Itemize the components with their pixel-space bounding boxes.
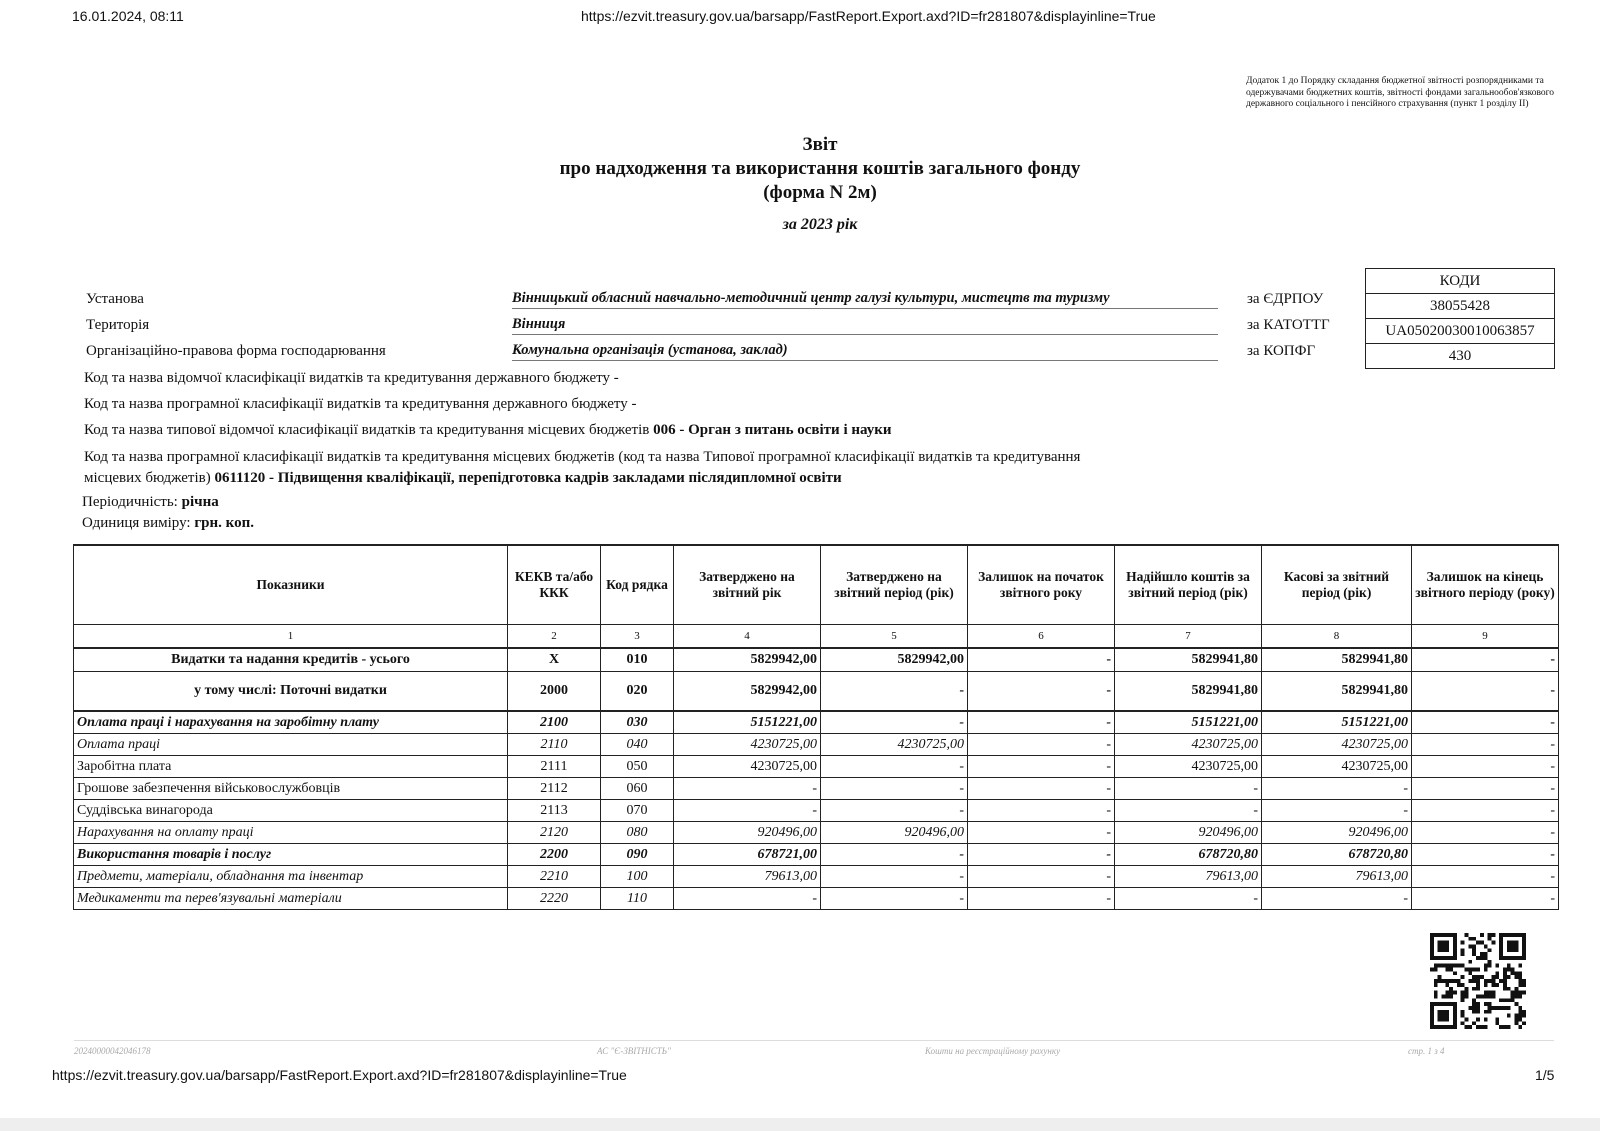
table-cell: -	[1115, 800, 1262, 822]
column-number: 6	[968, 625, 1115, 649]
table-row	[74, 756, 1559, 778]
katottg-label: за КАТОТТГ	[1247, 317, 1330, 333]
qr-code-icon	[1430, 933, 1526, 1029]
report-subtitle: про надходження та використання коштів загального фонду	[559, 158, 1081, 179]
row-label: Видатки та надання кредитів - усього	[74, 648, 508, 672]
table-cell: -	[1412, 866, 1559, 888]
row-label: Медикаменти та перев'язувальні матеріали	[74, 888, 508, 910]
table-cell: 2111	[508, 756, 601, 778]
table-cell: -	[968, 800, 1115, 822]
unit-of-measure	[82, 515, 254, 532]
katottg-code: UA05020030010063857	[1366, 319, 1555, 344]
table-cell: -	[968, 888, 1115, 910]
table-cell: 5151221,00	[1262, 711, 1412, 734]
report-period: за 2023 рік	[782, 216, 858, 233]
column-number: 4	[674, 625, 821, 649]
table-cell: 2120	[508, 822, 601, 844]
table-cell: -	[821, 672, 968, 712]
column-number: 1	[74, 625, 508, 649]
table-cell: 4230725,00	[1262, 734, 1412, 756]
table-cell: 4230725,00	[821, 734, 968, 756]
table-row	[74, 888, 1559, 910]
table-cell: 010	[601, 648, 674, 672]
column-number: 3	[601, 625, 674, 649]
table-cell: -	[968, 778, 1115, 800]
table-cell: -	[968, 822, 1115, 844]
table-cell: 678720,80	[1262, 844, 1412, 866]
table-cell: 79613,00	[1115, 866, 1262, 888]
codes-header: КОДИ	[1366, 269, 1555, 294]
appendix-note: Додаток 1 до Порядку складання бюджетної звітності розпорядниками та одержувачами бюджетних коштів, звітності фондами загальнообов'язкового державного соціального і пенсійного страхування (пункт 1 розділу II)	[1246, 76, 1555, 109]
table-cell: 030	[601, 711, 674, 734]
page-bottom-edge	[0, 1118, 1600, 1131]
table-cell: 020	[601, 672, 674, 712]
print-url-header[interactable]: https://ezvit.treasury.gov.ua/barsapp/FastReport.Export.axd?ID=fr281807&displayinline=True	[581, 8, 1156, 24]
table-cell: 2100	[508, 711, 601, 734]
row-label: Оплата праці і нарахування на заробітну плату	[74, 711, 508, 734]
table-row	[74, 672, 1559, 712]
footer-account-note: Кошти на реєстраційному рахунку	[925, 1046, 1061, 1056]
column-header: Касові за звітний період (рік)	[1262, 545, 1412, 625]
periodicity-label: Періодичність:	[82, 494, 178, 510]
table-cell: 678721,00	[674, 844, 821, 866]
table-row	[74, 822, 1559, 844]
table-cell: 4230725,00	[1262, 756, 1412, 778]
local-program-classification-value: 0611120 - Підвищення кваліфікації, перепідготовка кадрів закладами післядипломної освіти	[214, 470, 842, 486]
table-cell: -	[821, 866, 968, 888]
column-number: 8	[1262, 625, 1412, 649]
table-cell: 79613,00	[1262, 866, 1412, 888]
table-cell: -	[821, 844, 968, 866]
report-table	[73, 544, 1559, 910]
table-cell: 920496,00	[1262, 822, 1412, 844]
org-form-label: Організаційно-правова форма господарювання	[86, 343, 386, 359]
table-cell: 5829942,00	[674, 672, 821, 712]
table-cell: 4230725,00	[674, 734, 821, 756]
table-cell: -	[1412, 756, 1559, 778]
table-cell: 4230725,00	[674, 756, 821, 778]
table-cell: 2000	[508, 672, 601, 712]
table-cell: 040	[601, 734, 674, 756]
print-url-footer[interactable]: https://ezvit.treasury.gov.ua/barsapp/FastReport.Export.axd?ID=fr281807&displayinline=True	[52, 1067, 627, 1083]
table-cell: -	[821, 888, 968, 910]
table-cell: -	[968, 648, 1115, 672]
local-dept-classification-value: 006 - Орган з питань освіти і науки	[653, 422, 892, 438]
table-row	[74, 648, 1559, 672]
row-label: у тому числі: Поточні видатки	[74, 672, 508, 712]
table-cell: -	[1412, 734, 1559, 756]
row-label: Оплата праці	[74, 734, 508, 756]
kopfg-label: за КОПФГ	[1247, 343, 1316, 359]
row-label: Суддівська винагорода	[74, 800, 508, 822]
table-cell: 5151221,00	[674, 711, 821, 734]
report-title: Звіт	[802, 134, 838, 155]
table-cell: 920496,00	[821, 822, 968, 844]
table-cell: 4230725,00	[1115, 756, 1262, 778]
table-row	[74, 866, 1559, 888]
table-cell: 920496,00	[1115, 822, 1262, 844]
table-cell: -	[1412, 888, 1559, 910]
table-cell: -	[1412, 778, 1559, 800]
table-cell: 79613,00	[674, 866, 821, 888]
table-cell: -	[968, 756, 1115, 778]
table-cell: -	[674, 888, 821, 910]
column-number: 2	[508, 625, 601, 649]
table-cell: -	[1115, 888, 1262, 910]
local-dept-classification-prefix: Код та назва типової відомчої класифікації видатків та кредитування місцевих бюджетів	[84, 422, 650, 438]
table-cell: -	[968, 866, 1115, 888]
table-cell: 2110	[508, 734, 601, 756]
table-cell: -	[1412, 648, 1559, 672]
table-cell: -	[821, 778, 968, 800]
table-cell: -	[1262, 888, 1412, 910]
table-cell: 100	[601, 866, 674, 888]
footer-doc-id: 20240000042046178	[74, 1046, 151, 1056]
table-cell: -	[821, 800, 968, 822]
row-label: Нарахування на оплату праці	[74, 822, 508, 844]
state-dept-classification: Код та назва відомчої класифікації видатків та кредитування державного бюджету -	[84, 370, 619, 386]
table-cell: -	[968, 711, 1115, 734]
territory-label: Територія	[86, 317, 150, 333]
table-cell: X	[508, 648, 601, 672]
column-header: Залишок на початок звітного року	[968, 545, 1115, 625]
report-form-number: (форма N 2м)	[763, 182, 877, 203]
row-label: Заробітна плата	[74, 756, 508, 778]
table-cell: 5151221,00	[1115, 711, 1262, 734]
table-cell: -	[674, 800, 821, 822]
column-header: КЕКВ та/або ККК	[508, 545, 601, 625]
table-cell: 2112	[508, 778, 601, 800]
table-cell: 2200	[508, 844, 601, 866]
table-cell: 2220	[508, 888, 601, 910]
column-number: 7	[1115, 625, 1262, 649]
table-cell: 2113	[508, 800, 601, 822]
row-label: Використання товарів і послуг	[74, 844, 508, 866]
periodicity	[82, 494, 219, 511]
table-cell: 5829941,80	[1115, 648, 1262, 672]
table-cell: -	[968, 672, 1115, 712]
table-cell: -	[1115, 778, 1262, 800]
table-cell: -	[1262, 778, 1412, 800]
kopfg-code: 430	[1366, 344, 1555, 369]
table-cell: -	[968, 844, 1115, 866]
table-cell: -	[821, 756, 968, 778]
table-cell: -	[1412, 711, 1559, 734]
org-form-value: Комунальна організація (установа, заклад)	[512, 342, 1218, 361]
local-dept-classification	[84, 422, 892, 439]
table-cell: 5829941,80	[1262, 648, 1412, 672]
column-numbers-row	[74, 625, 1559, 649]
table-cell: 920496,00	[674, 822, 821, 844]
table-cell: 5829941,80	[1262, 672, 1412, 712]
row-label: Предмети, матеріали, обладнання та інвентар	[74, 866, 508, 888]
local-program-classification-prefix: Код та назва програмної класифікації видатків та кредитування місцевих бюджетів (код та назва Типової програмної класифікації видатків та кредитування	[84, 449, 1081, 465]
table-row	[74, 844, 1559, 866]
column-number: 5	[821, 625, 968, 649]
table-cell: -	[1412, 800, 1559, 822]
column-header: Показники	[74, 545, 508, 625]
table-cell: -	[821, 711, 968, 734]
unit-label: Одиниця виміру:	[82, 515, 191, 531]
table-cell: 090	[601, 844, 674, 866]
row-label: Грошове забезпечення військовослужбовців	[74, 778, 508, 800]
page-number: 1/5	[1535, 1067, 1555, 1083]
edrpou-code: 38055428	[1366, 294, 1555, 319]
table-cell: -	[674, 778, 821, 800]
table-cell: 5829942,00	[821, 648, 968, 672]
column-header: Затверджено на звітний період (рік)	[821, 545, 968, 625]
unit-value: грн. коп.	[194, 515, 254, 531]
periodicity-value: річна	[181, 494, 219, 510]
table-cell: 050	[601, 756, 674, 778]
table-cell: -	[1262, 800, 1412, 822]
table-row	[74, 734, 1559, 756]
table-cell: 5829942,00	[674, 648, 821, 672]
print-date: 16.01.2024, 08:11	[72, 8, 184, 24]
table-row	[74, 778, 1559, 800]
table-header-row	[74, 545, 1559, 625]
table-cell: 678720,80	[1115, 844, 1262, 866]
state-program-classification: Код та назва програмної класифікації видатків та кредитування державного бюджету -	[84, 396, 637, 412]
table-cell: 4230725,00	[1115, 734, 1262, 756]
institution-value: Вінницький обласний навчально-методичний центр галузі культури, мистецтв та туризму	[512, 290, 1218, 309]
column-header: Код рядка	[601, 545, 674, 625]
table-row	[74, 711, 1559, 734]
column-header: Залишок на кінець звітного періоду (року)	[1412, 545, 1559, 625]
local-program-classification	[84, 447, 1294, 489]
table-cell: 2210	[508, 866, 601, 888]
territory-value: Вінниця	[512, 316, 1218, 335]
codes-box	[1365, 268, 1555, 369]
table-cell: -	[1412, 672, 1559, 712]
footer-divider	[74, 1040, 1554, 1041]
table-cell: 070	[601, 800, 674, 822]
table-cell: 110	[601, 888, 674, 910]
table-cell: 060	[601, 778, 674, 800]
institution-label: Установа	[86, 291, 144, 307]
table-row	[74, 800, 1559, 822]
column-header: Затверджено на звітний рік	[674, 545, 821, 625]
footer-sheet: стр. 1 з 4	[1408, 1046, 1445, 1056]
table-cell: -	[1412, 822, 1559, 844]
footer-system: АС "Є-ЗВІТНІСТЬ"	[597, 1046, 671, 1056]
local-program-classification-prefix2: місцевих бюджетів)	[84, 470, 211, 486]
table-cell: 080	[601, 822, 674, 844]
table-cell: 5829941,80	[1115, 672, 1262, 712]
table-cell: -	[1412, 844, 1559, 866]
table-cell: -	[968, 734, 1115, 756]
column-number: 9	[1412, 625, 1559, 649]
column-header: Надійшло коштів за звітний період (рік)	[1115, 545, 1262, 625]
edrpou-label: за ЄДРПОУ	[1247, 291, 1324, 307]
